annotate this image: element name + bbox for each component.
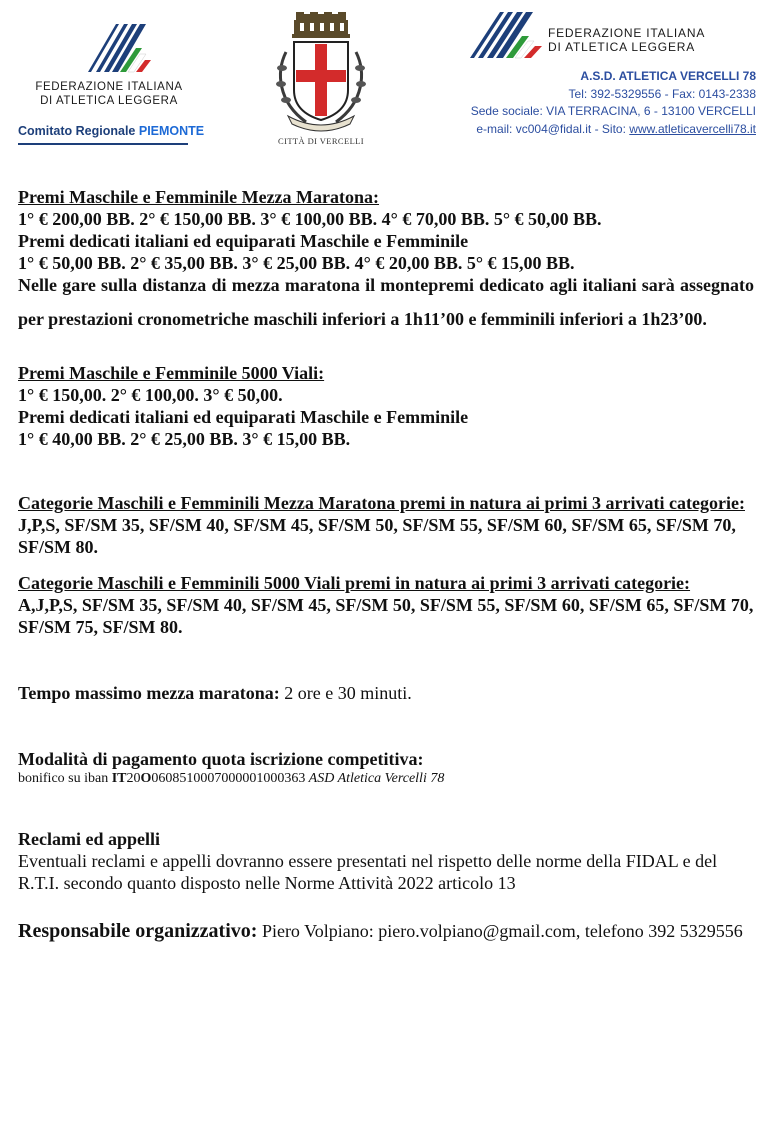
cat-mezza-title: Categorie Maschili e Femminili Mezza Maratona premi in natura ai primi 3 arrivati categorie: [18,493,745,513]
reclami-title: Reclami ed appelli [18,829,160,849]
club-email: e-mail: vc004@fidal.it - Sito: [476,121,630,136]
mezza-note: Nelle gare sulla distanza di mezza maratona il montepremi dedicato agli italiani sarà assegnato per prestazioni cronometriche maschili inferiori a 1h11’00 e femminili inferiori a 1h23’00. [18,275,754,329]
fidal-name-line1: FEDERAZIONE ITALIANA [35,81,183,93]
tempo-value: 2 ore e 30 minuti. [279,683,412,703]
iban-prefix: bonifico su iban [18,771,112,786]
mezza-prizes: 1° € 200,00 BB. 2° € 150,00 BB. 3° € 100,00 BB. 4° € 70,00 BB. 5° € 50,00 BB. [18,209,602,229]
pagamento-title: Modalità di pagamento quota iscrizione competitiva: [18,749,424,769]
section-tempo [18,682,754,704]
fidal-name-line2: DI ATLETICA LEGGERA [40,95,178,107]
cat-viali-title: Categorie Maschili e Femminili 5000 Viali premi in natura ai primi 3 arrivati categorie: [18,573,691,593]
section-reclami [18,828,754,894]
committee-rule [18,143,188,145]
fidal-piemonte-logo [16,18,205,146]
vercelli-crest-icon [266,12,376,136]
club-contacts [420,121,756,139]
tempo-line [18,682,754,704]
club-phone: Tel: 392-5329556 - Fax: 0143-2338 [568,86,756,101]
iban-cin: O [140,771,152,786]
section-mezza-prizes [18,186,754,336]
pagamento-iban-line [18,770,754,788]
club-website-link[interactable]: www.atleticavercelli78.it [629,121,756,136]
committee-region: PIEMONTE [138,124,205,138]
section-cat-viali [18,572,754,638]
cat-viali-list: A,J,P,S, SF/SM 35, SF/SM 40, SF/SM 45, SF/SM 50, SF/SM 55, SF/SM 60, SF/SM 65, SF/SM 70, SF/SM 75, SF/SM 80. [18,595,754,637]
viali-dedicated-title: Premi dedicati italiani ed equiparati Maschile e Femminile [18,407,469,427]
city-crest [266,12,376,148]
committee-prefix: Comitato Regionale [18,124,136,138]
fidal-name-left [24,80,194,108]
crest-caption: CITTÀ DI VERCELLI [278,136,364,146]
cat-mezza-list: J,P,S, SF/SM 35, SF/SM 40, SF/SM 45, SF/SM 50, SF/SM 55, SF/SM 60, SF/SM 65, SF/SM 70, SF/SM 80. [18,515,736,557]
fidal-name-right [548,26,756,54]
iban-number: 0608510007000001000363 [151,771,306,786]
responsabile-value: Piero Volpiano: piero.volpiano@gmail.com, telefono 392 5329556 [257,921,743,941]
section-pagamento [18,748,754,788]
responsabile-label: Responsabile organizzativo: [18,920,258,942]
regulation-body [18,186,754,942]
viali-prizes: 1° € 150,00. 2° € 100,00. 3° € 50,00. [18,385,283,405]
fidal-name-line1: FEDERAZIONE ITALIANA [548,26,706,40]
mezza-title: Premi Maschile e Femminile Mezza Maratona: [18,187,380,207]
section-viali-prizes [18,362,754,450]
club-info [420,68,756,138]
reclami-text: Eventuali reclami e appelli dovranno essere presentati nel rispetto delle norme della FIDAL e del R.T.I. secondo quanto disposto nelle Norme Attività 2022 articolo 13 [18,851,718,893]
club-name: A.S.D. ATLETICA VERCELLI 78 [580,69,756,83]
mezza-dedicated-prizes: 1° € 50,00 BB. 2° € 35,00 BB. 3° € 25,00 BB. 4° € 20,00 BB. 5° € 15,00 BB. [18,253,575,273]
iban-country: IT [111,771,127,786]
section-cat-mezza [18,492,754,558]
tempo-label: Tempo massimo mezza maratona: [18,683,280,703]
responsabile-line [18,920,754,942]
committee-label [18,119,205,143]
section-responsabile [18,920,754,942]
fidal-name-line2: DI ATLETICA LEGGERA [548,40,696,54]
fidal-wing-icon [468,10,548,72]
club-address: Sede sociale: VIA TERRACINA, 6 - 13100 VERCELLI [470,104,756,118]
club-logo [420,10,756,140]
mezza-dedicated-title: Premi dedicati italiani ed equiparati Maschile e Femminile [18,231,469,251]
iban-check: 20 [126,771,141,786]
viali-dedicated-prizes: 1° € 40,00 BB. 2° € 25,00 BB. 3° € 15,00 BB. [18,429,351,449]
iban-beneficiary: ASD Atletica Vercelli 78 [305,771,445,786]
viali-title: Premi Maschile e Femminile 5000 Viali: [18,363,325,383]
